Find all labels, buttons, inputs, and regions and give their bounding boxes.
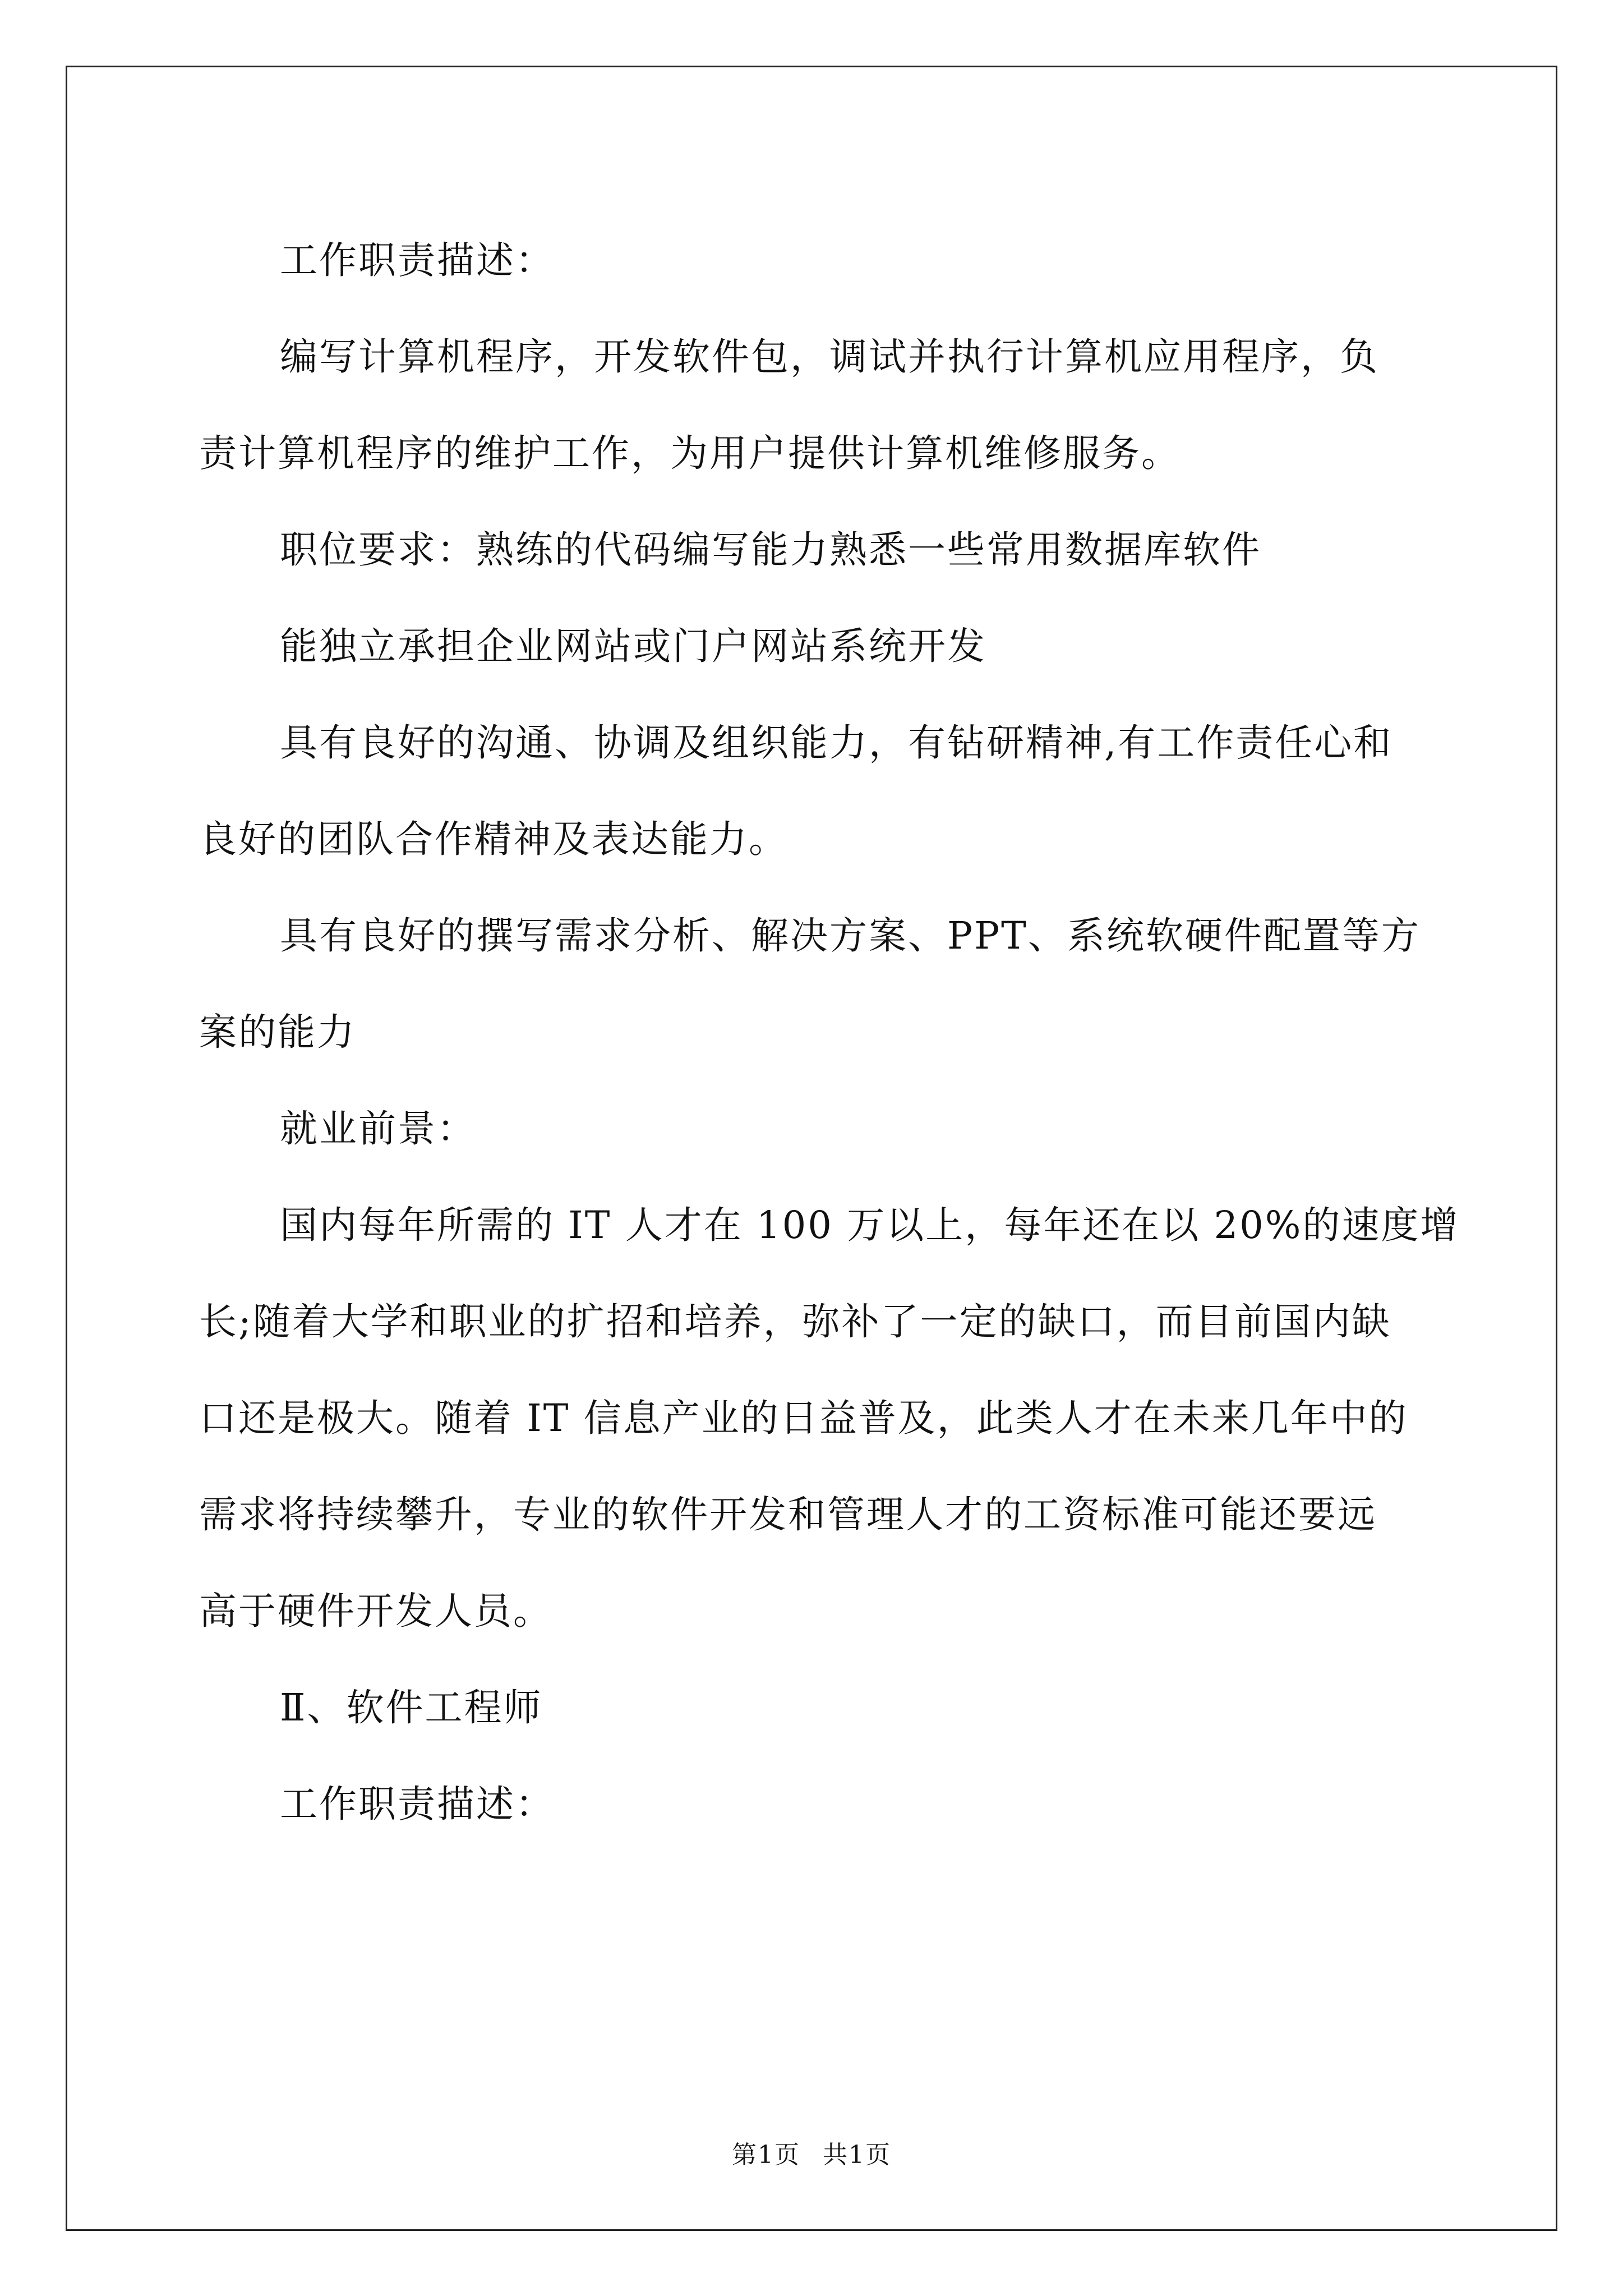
text-line: 需求将持续攀升，专业的软件开发和管理人才的工资标准可能还要远 (199, 1493, 1377, 1536)
page-total: 共1页 (823, 2141, 891, 2169)
text-line: 责计算机程序的维护工作，为用户提供计算机维修服务。 (199, 431, 1181, 475)
text-line: 良好的团队合作精神及表达能力。 (199, 817, 788, 861)
text-line: 案的能力 (199, 1010, 356, 1054)
text-line: 口还是极大。随着 IT 信息产业的日益普及，此类人才在未来几年中的 (199, 1396, 1408, 1440)
document-body (199, 212, 1460, 1852)
text-line: 具有良好的沟通、协调及组织能力，有钻研精神,有工作责任心和 (280, 721, 1393, 765)
text-line: 编写计算机程序，开发软件包，调试并执行计算机应用程序，负 (280, 335, 1379, 379)
text-line: 高于硬件开发人员。 (199, 1589, 552, 1633)
text-line: 能独立承担企业网站或门户网站系统开发 (280, 624, 986, 668)
page-number: 第1页 (732, 2141, 800, 2169)
text-line: 职位要求：熟练的代码编写能力熟悉一些常用数据库软件 (280, 528, 1261, 572)
text-line: 具有良好的撰写需求分析、解决方案、PPT、系统软硬件配置等方 (280, 914, 1421, 958)
text-line: 就业前景： (280, 1107, 476, 1151)
section-heading: Ⅱ、软件工程师 (280, 1686, 543, 1729)
page-footer (0, 2134, 1623, 2170)
text-line: 国内每年所需的 IT 人才在 100 万以上，每年还在以 20%的速度增 (280, 1203, 1460, 1247)
text-line: 工作职责描述： (280, 238, 555, 282)
text-line: 工作职责描述： (280, 1782, 555, 1826)
text-line: 长;随着大学和职业的扩招和培养，弥补了一定的缺口，而目前国内缺 (199, 1300, 1391, 1343)
